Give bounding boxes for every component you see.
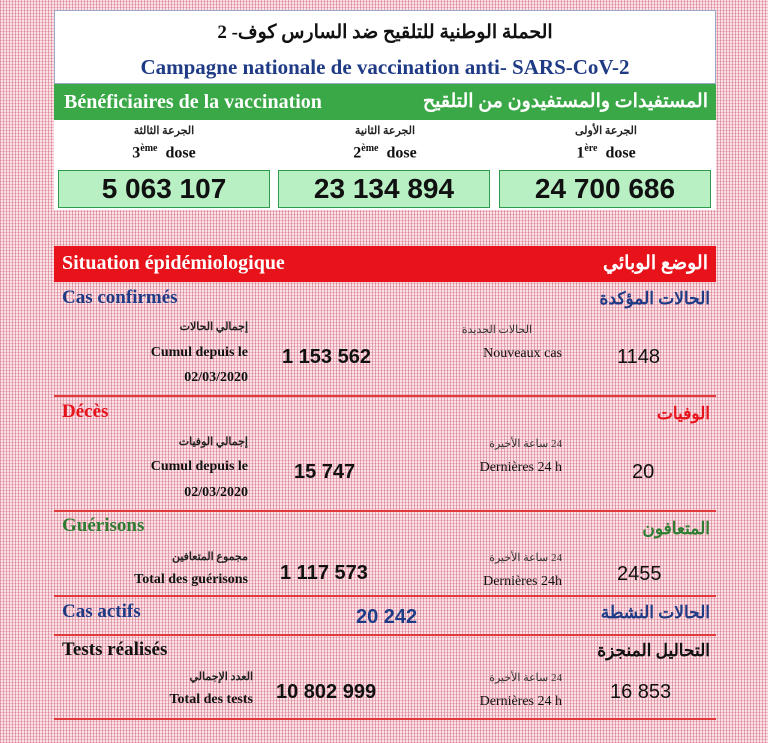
confirmed-new-fr: Nouveaux cas [483, 346, 562, 361]
deaths-title-ar: الوفيات [656, 404, 710, 423]
deaths-title-fr: Décès [62, 401, 109, 422]
dose-label-2 [275, 120, 495, 162]
campaign-header [54, 10, 716, 84]
confirmed-date: 02/03/2020 [184, 370, 248, 385]
deaths-cumul-fr: Cumul depuis le [150, 459, 248, 474]
recoveries-total-fr: Total des guérisons [134, 572, 248, 587]
divider [54, 634, 716, 636]
confirmed-title-ar: الحالات المؤكدة [599, 289, 710, 308]
recoveries-last-ar: 24 ساعة الأخيرة [489, 552, 562, 564]
tests-total-value: 10 802 999 [276, 681, 377, 703]
dose-3-ar: الجرعة الثالثة [133, 125, 195, 137]
tests-last-fr: Dernières 24 h [479, 694, 562, 709]
divider [54, 718, 716, 720]
dose-labels [54, 120, 716, 168]
dose-2-ar: الجرعة الثانية [354, 125, 416, 137]
confirmed-cumul-value: 1 153 562 [282, 346, 371, 368]
deaths-last-ar: 24 ساعة الأخيرة [489, 438, 562, 450]
dose-2-fr: 2ème dose [353, 143, 417, 162]
deaths-last-value: 20 [632, 461, 655, 483]
beneficiaries-bar [54, 84, 716, 120]
deaths-cumul-ar: إجمالي الوفيات [178, 436, 248, 448]
deaths-cumul-value: 15 747 [294, 461, 356, 483]
situation-bar [54, 246, 716, 282]
dose-3-value: 5 063 107 [58, 170, 270, 208]
recoveries-last-value: 2455 [617, 563, 662, 585]
situation-label-fr: Situation épidémiologique [62, 252, 285, 274]
tests-total-fr: Total des tests [169, 692, 253, 707]
dose-1-value: 24 700 686 [499, 170, 711, 208]
recoveries-title-fr: Guérisons [62, 515, 145, 536]
confirmed-cumul-ar: إجمالي الحالات [179, 321, 248, 333]
beneficiaries-label-fr: Bénéficiaires de la vaccination [64, 91, 322, 113]
divider [54, 595, 716, 597]
divider [54, 395, 716, 397]
campaign-title-ar: الحملة الوطنية للتلقيح ضد السارس كوف- 2 [217, 22, 553, 43]
confirmed-title-fr: Cas confirmés [62, 287, 178, 308]
confirmed-new-value: 1148 [617, 346, 661, 368]
tests-total-ar: العدد الإجمالي [189, 671, 253, 683]
divider [54, 510, 716, 512]
dose-1-ar: الجرعة الأولى [575, 125, 637, 137]
confirmed-cumul-fr: Cumul depuis le [150, 345, 248, 360]
dose-1-fr: 1ère dose [576, 143, 636, 162]
campaign-title-fr: Campagne nationale de vaccination anti- SARS-CoV-2 [140, 55, 630, 79]
beneficiaries-label-ar: المستفيدات والمستفيدون من التلقيح [422, 91, 708, 112]
confirmed-new-ar: الحالات الجديدة [461, 324, 532, 336]
recoveries-title-ar: المتعافون [642, 519, 710, 538]
dose-label-3 [54, 120, 274, 162]
tests-last-ar: 24 ساعة الأخيرة [489, 672, 562, 684]
deaths-date: 02/03/2020 [184, 485, 248, 500]
deaths-last-fr: Dernières 24 h [479, 460, 562, 475]
tests-title-ar: التحاليل المنجزة [597, 641, 710, 660]
situation-label-ar: الوضع الوبائي [603, 253, 708, 274]
dose-label-1 [496, 120, 716, 162]
recoveries-total-ar: مجموع المتعافين [171, 551, 248, 563]
dose-2-value: 23 134 894 [278, 170, 490, 208]
active-title-fr: Cas actifs [62, 601, 141, 622]
tests-last-value: 16 853 [610, 681, 672, 703]
dose-3-fr: 3ème dose [132, 143, 196, 162]
dose-values [54, 168, 716, 210]
recoveries-total-value: 1 117 573 [280, 562, 368, 584]
tests-title-fr: Tests réalisés [62, 639, 168, 660]
active-title-ar: الحالات النشطة [600, 603, 710, 622]
active-value: 20 242 [356, 606, 418, 628]
recoveries-last-fr: Dernières 24h [483, 574, 562, 589]
